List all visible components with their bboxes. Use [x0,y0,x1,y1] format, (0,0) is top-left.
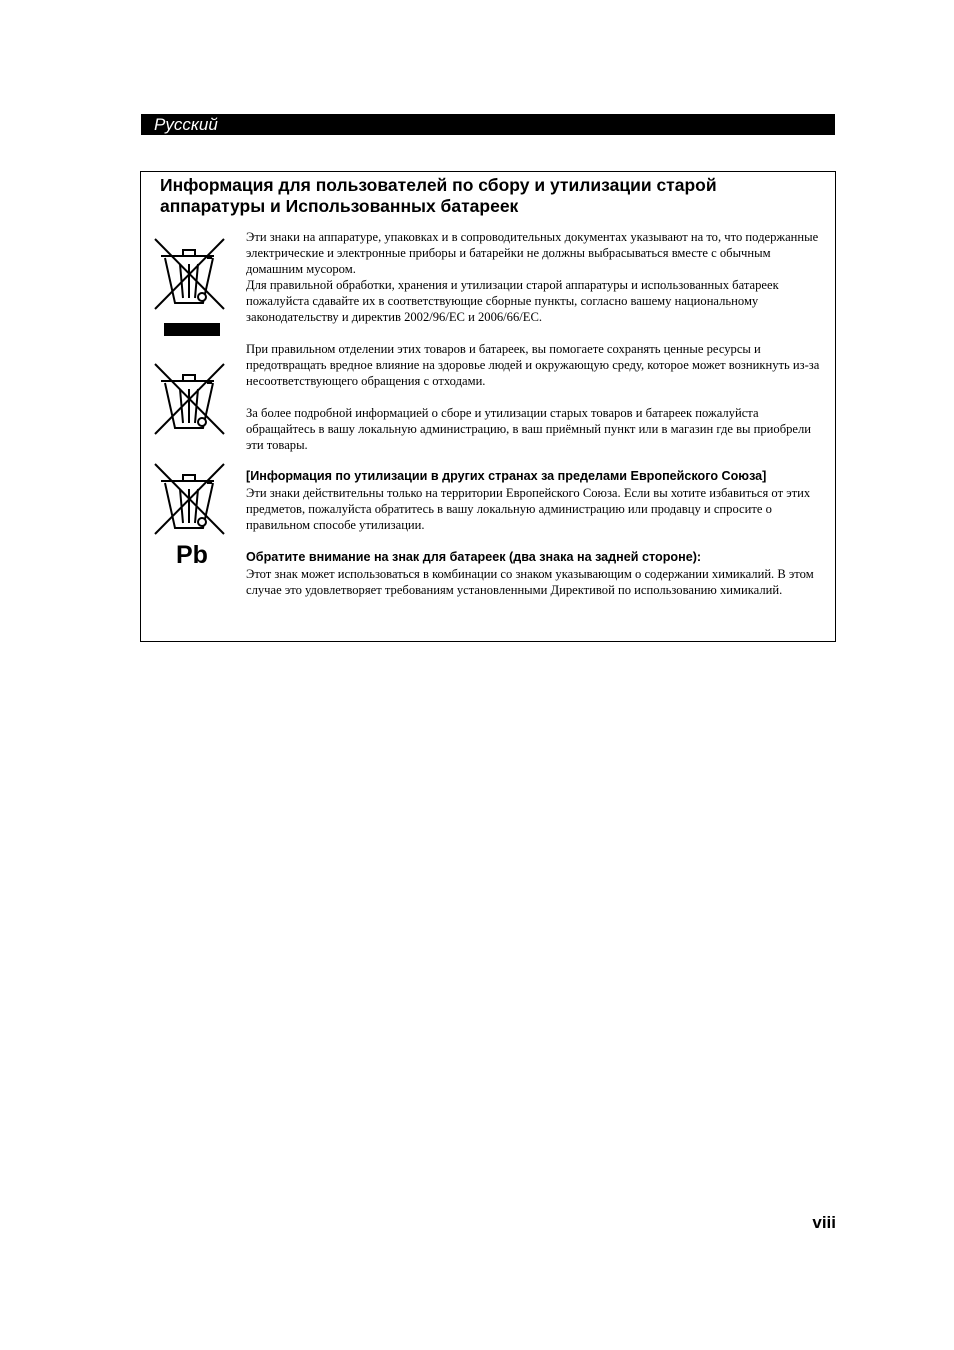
heading-outside-eu: [Информация по утилизации в других странах за пределами Европейского Союза] [246,469,767,483]
pb-chemical-symbol: Pb [176,541,208,569]
notice-title: Информация для пользователей по сбору и утилизации старой аппаратуры и Использованных батареек [160,175,717,216]
language-label: Русский [154,115,218,134]
crossed-out-wheelie-bin-icon [154,361,228,437]
crossed-out-wheelie-bin-icon [154,461,228,537]
heading-battery-note: Обратите внимание на знак для батареек (два знака на задней стороне): [246,550,702,564]
paragraph-outside-eu: Эти знаки действительны только на территории Европейского Союза. Если вы хотите избавиться от этих предметов, пожалуйста обратитесь в вашу локальную администрацию или продавцу и спросите о правильном способе утилизации. [246,486,811,532]
paragraph-benefits: При правильном отделении этих товаров и батареек, вы помогаете сохранять ценные ресурсы и предотвращать вредное влияние на здоровье людей и окружающую среду, которое может возникнуть из-за несоответствующего обращения с отходами. [246,342,820,388]
notice-text-column [246,229,830,598]
paragraph-proper-disposal: Для правильной обработки, хранения и утилизации старой аппаратуры и использованных батареек пожалуйста сдавайте их в соответствующие сборные пункты, согласно вашему национальному законодательству и директив 2002/96/EC и 2006/66/EC. [246,278,779,324]
paragraph-battery-note: Этот знак может использоваться в комбинации со знаком указывающим о содержании химикалий. В этом случае это удовлетворяет требованиям установленными Директивой по использованию химикалий. [246,567,814,597]
paragraph-symbols-meaning: Эти знаки на аппаратуре, упаковках и в сопроводительных документах указывают на то, что подержанные электрические и электронные приборы и батарейки не должны выбрасываться вместе с обычным домашним мусором. [246,230,819,276]
language-header-bar [141,114,835,135]
disposal-info-box [140,171,836,642]
crossed-out-wheelie-bin-icon [154,236,228,342]
paragraph-more-info: За более подробной информацией о сборе и утилизации старых товаров и батареек пожалуйста обращайтесь в вашу локальную администрацию, в ваш приёмный пункт или в магазин где вы приобрели эти товары. [246,406,812,452]
page-number: viii [812,1213,836,1232]
